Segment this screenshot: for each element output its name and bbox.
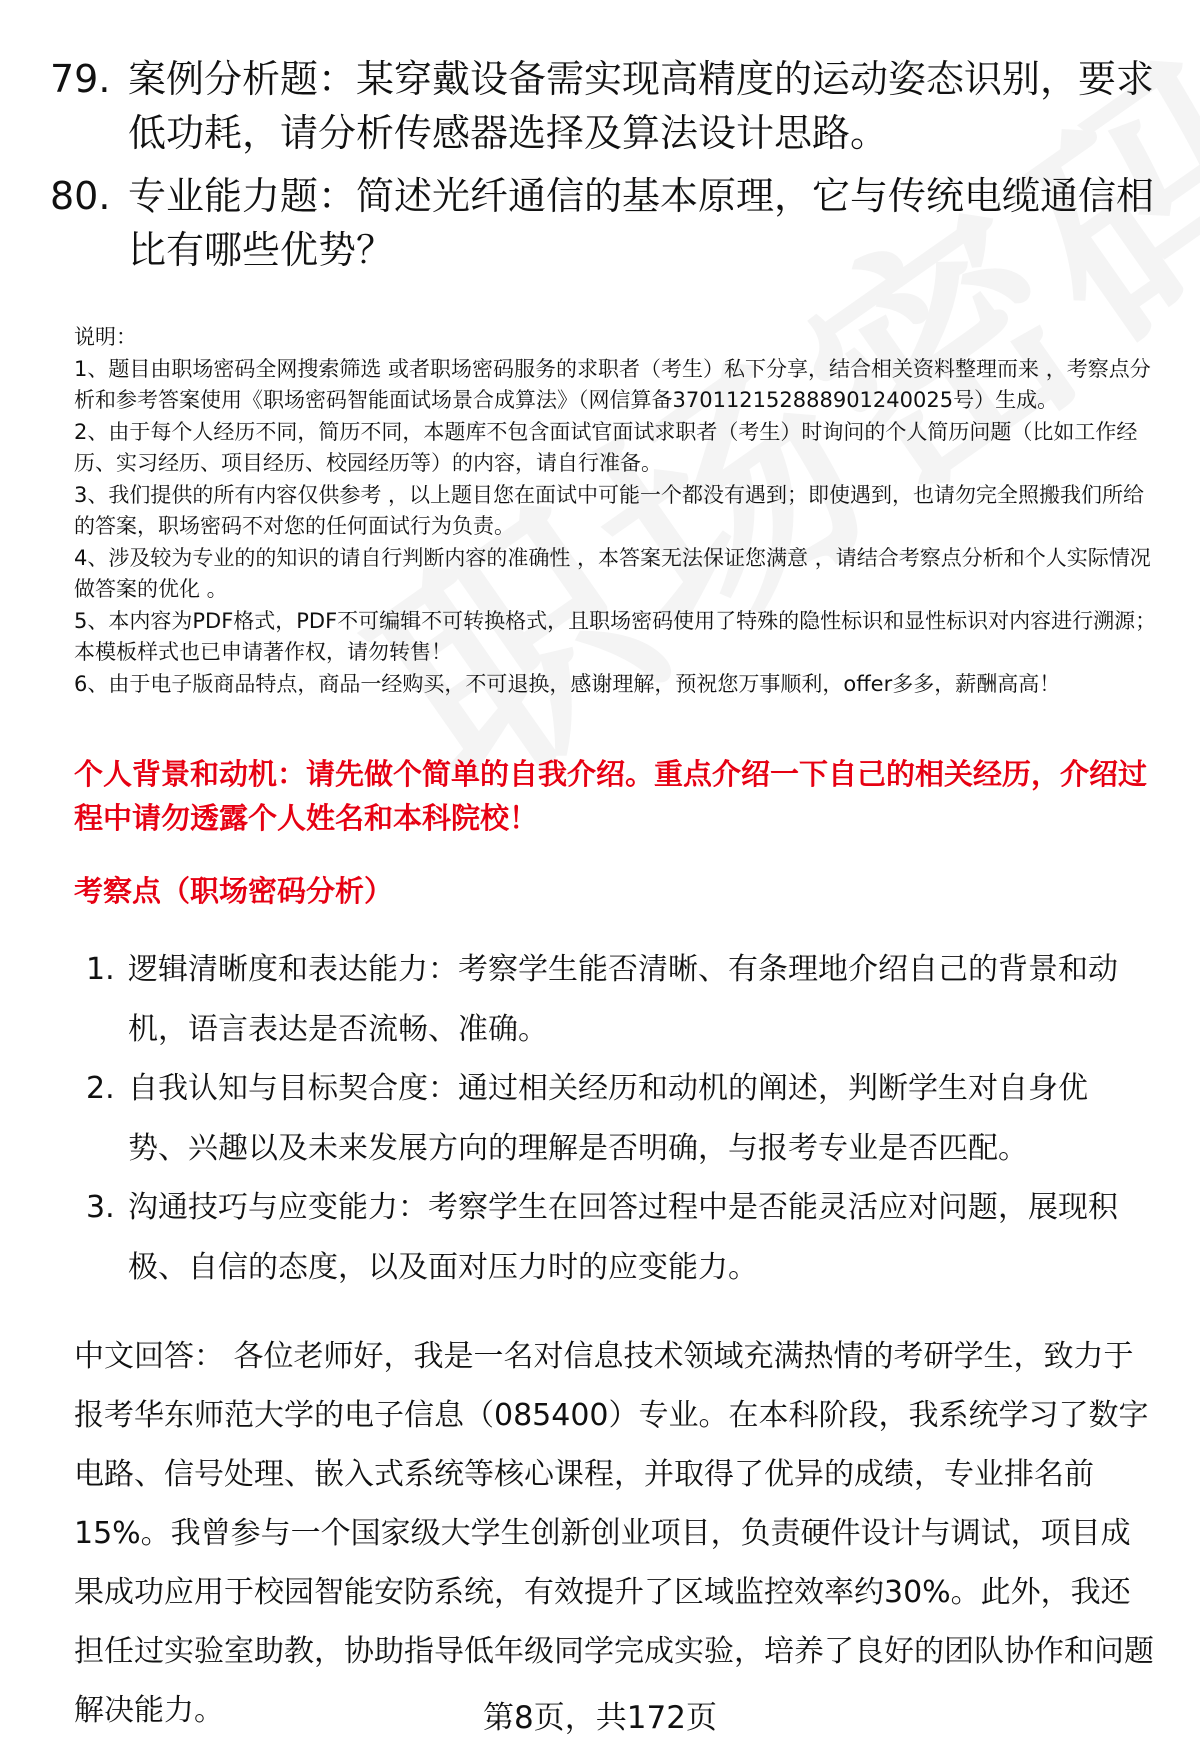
question-text: 案例分析题：某穿戴设备需实现高精度的运动姿态识别，要求低功耗，请分析传感器选择及算法设计思路。 (128, 57, 1155, 155)
point-number: 1. (86, 952, 115, 987)
question-text: 专业能力题：简述光纤通信的基本原理，它与传统电缆通信相比有哪些优势？ (128, 174, 1155, 272)
note-item: 2、由于每个人经历不同，简历不同，本题库不包含面试官面试求职者（考生）时询问的个人简历问题（比如工作经历、实习经历、项目经历、校园经历等）的内容，请自行准备。 (74, 419, 1138, 475)
question-80 (50, 169, 1160, 277)
disclaimer-notes (74, 322, 1164, 700)
note-item: 6、由于电子版商品特点，商品一经购买，不可退换，感谢理解，预祝您万事顺利，offer多多，薪酬高高！ (74, 671, 1061, 696)
question-number: 79. (50, 57, 111, 101)
question-79 (50, 52, 1160, 160)
note-item: 5、本内容为PDF格式，PDF不可编辑不可转换格式，且职场密码使用了特殊的隐性标识和显性标识对内容进行溯源；本模板样式也已申请著作权，请勿转售！ (74, 608, 1157, 664)
list-item (86, 940, 1136, 1059)
point-number: 3. (86, 1190, 115, 1225)
note-item: 3、我们提供的所有内容仅供参考 ，以上题目您在面试中可能一个都没有遇到；即使遇到，也请勿完全照搬我们所给的答案，职场密码不对您的任何面试行为负责。 (74, 482, 1145, 538)
note-item: 4、涉及较为专业的的知识的请自行判断内容的准确性 ，本答案无法保证您满意 ，请结合考察点分析和个人实际情况做答案的优化 。 (74, 545, 1151, 601)
section-question: 个人背景和动机：请先做个简单的自我介绍。重点介绍一下自己的相关经历，介绍过程中请勿透露个人姓名和本科院校！ (74, 757, 1148, 835)
point-number: 2. (86, 1071, 115, 1106)
list-item (86, 1178, 1136, 1297)
point-text: 自我认知与目标契合度：通过相关经历和动机的阐述，判断学生对自身优势、兴趣以及未来发展方向的理解是否明确，与报考专业是否匹配。 (128, 1071, 1088, 1166)
answer-paragraph: 中文回答： 各位老师好，我是一名对信息技术领域充满热情的考研学生，致力于报考华东师范大学的电子信息（085400）专业。在本科阶段，我系统学习了数字电路、信号处理、嵌入式系统等核心课程，并取得了优异的成绩，专业排名前15%。我曾参与一个国家级大学生创新创业项目，负责硬件设计与调试，项目成果成功应用于校园智能安防系统，有效提升了区域监控效率约30%。此外，我还担任过实验室助教，协助指导低年级同学完成实验，培养了良好的团队协作和问题解决能力。 (74, 1339, 1154, 1728)
list-item (86, 1059, 1136, 1178)
point-text: 沟通技巧与应变能力：考察学生在回答过程中是否能灵活应对问题，展现积极、自信的态度，以及面对压力时的应变能力。 (128, 1190, 1118, 1285)
page-footer: 第8页，共172页 (483, 1700, 717, 1736)
point-text: 逻辑清晰度和表达能力：考察学生能否清晰、有条理地介绍自己的背景和动机，语言表达是否流畅、准确。 (128, 952, 1118, 1047)
section-heading: 考察点（职场密码分析） (74, 874, 394, 908)
notes-title: 说明： (74, 325, 137, 349)
assessment-points (86, 940, 1136, 1297)
question-number: 80. (50, 174, 111, 218)
note-item: 1、题目由职场密码全网搜索筛选 或者职场密码服务的求职者（考生）私下分享，结合相关资料整理而来 ，考察点分析和参考答案使用《职场密码智能面试场景合成算法》（网信算备370112152888901240025号）生成。 (74, 356, 1151, 412)
